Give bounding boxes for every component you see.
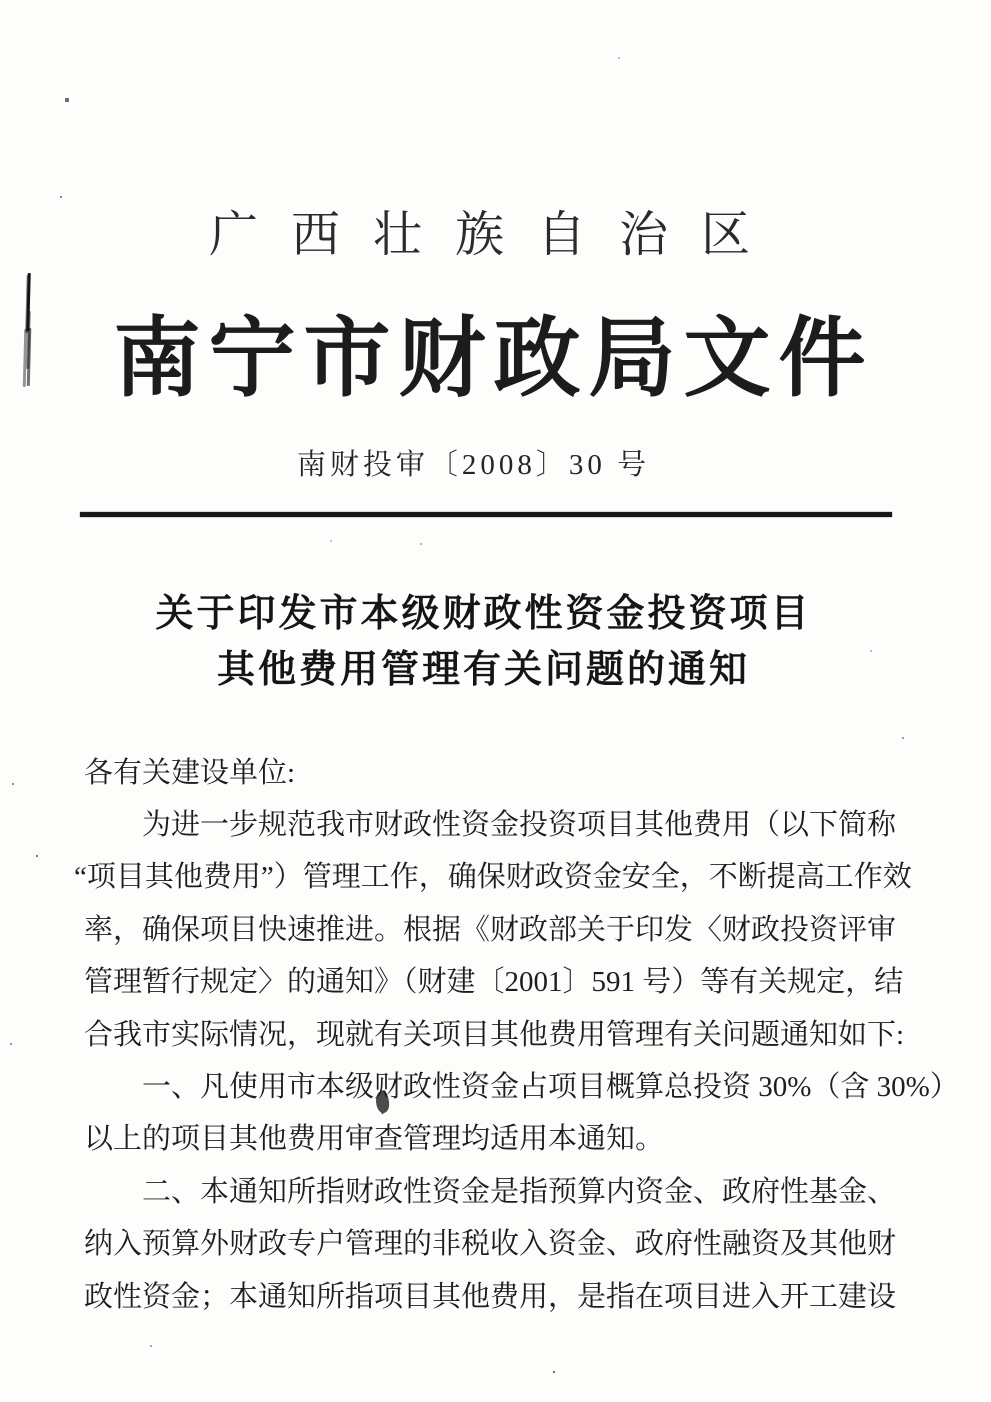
body-line: 一、凡使用市本级财政性资金占项目概算总投资 30%（含 30%） xyxy=(142,1070,959,1103)
body-line: “项目其他费用”）管理工作，确保财政资金安全，不断提高工作效 xyxy=(74,861,912,894)
document-title-line2: 其他费用管理有关问题的通知 xyxy=(216,649,750,691)
body-line: 政性资金；本通知所指项目其他费用，是指在项目进入开工建设 xyxy=(84,1280,897,1313)
body-line: 二、本通知所指财政性资金是指预算内资金、政府性基金、 xyxy=(142,1175,897,1208)
document-title xyxy=(0,586,979,698)
letterhead-issuer-name: 南宁市财政局文件 xyxy=(113,310,874,407)
document-body xyxy=(74,799,959,1323)
document-title-line1: 关于印发市本级财政性资金投资项目 xyxy=(155,593,812,635)
document-number: 南财投审〔2008〕30 号 xyxy=(296,449,651,481)
letterhead-divider-rule xyxy=(80,512,892,517)
body-line: 率，确保项目快速推进。根据《财政部关于印发〈财政投资评审 xyxy=(84,913,897,946)
body-line: 以上的项目其他费用审查管理均适用本通知。 xyxy=(84,1123,665,1156)
scan-noise-specks xyxy=(0,0,2,2)
body-line: 合我市实际情况，现就有关项目其他费用管理有关问题通知如下: xyxy=(84,1018,905,1051)
body-line: 纳入预算外财政专户管理的非税收入资金、政府性融资及其他财 xyxy=(84,1228,897,1261)
body-line: 为进一步规范我市财政性资金投资项目其他费用（以下简称 xyxy=(142,809,897,841)
body-line: 管理暂行规定〉的通知》（财建〔2001〕591 号）等有关规定，结 xyxy=(84,966,904,999)
salutation: 各有关建设单位: xyxy=(84,757,296,789)
letterhead-region-name: 广西壮族自治区 xyxy=(208,207,783,262)
